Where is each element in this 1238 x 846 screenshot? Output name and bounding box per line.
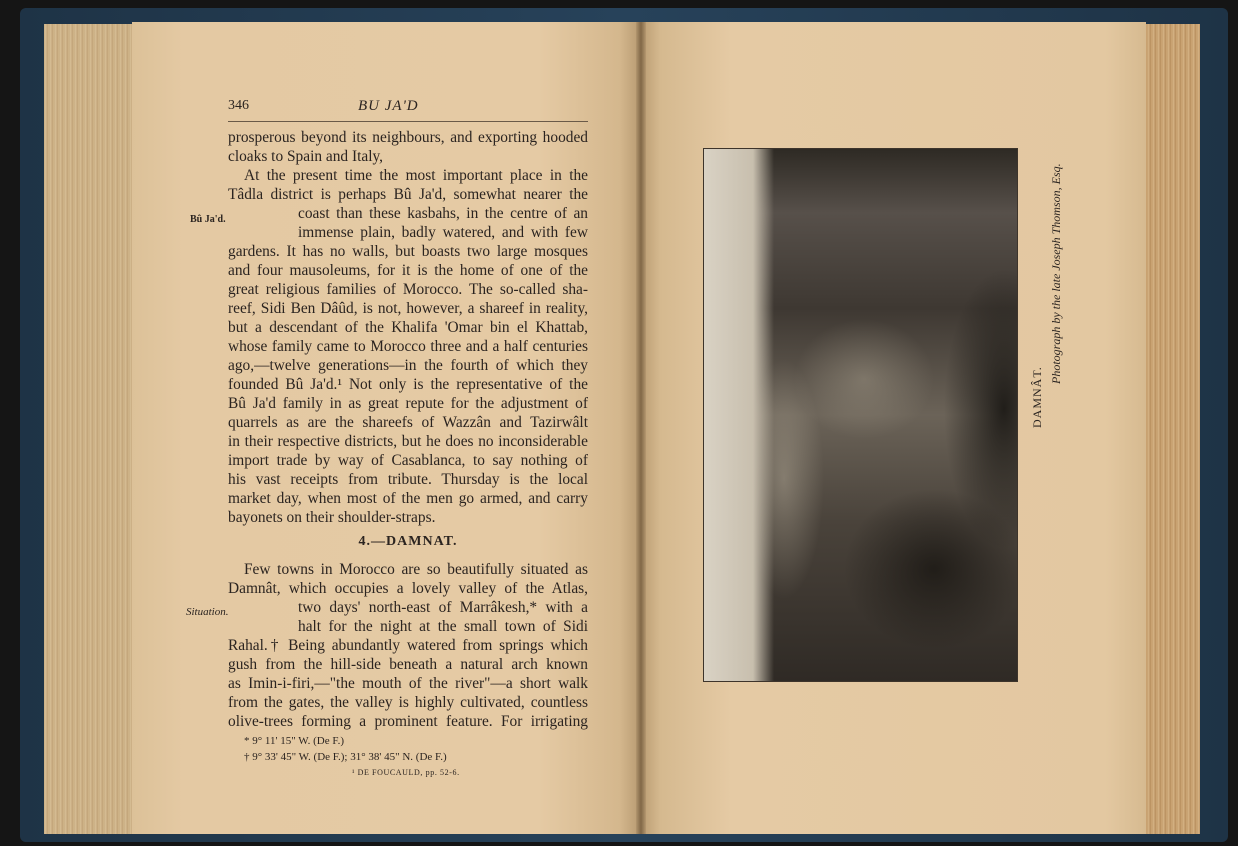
text-line: founded Bû Ja'd.¹ Not only is the representative of the	[228, 376, 588, 393]
text-line: from the gates, the valley is highly cultivated, countless	[228, 694, 588, 711]
text-line: prosperous beyond its neighbours, and exporting hooded	[228, 129, 588, 146]
text-line: Tâdla district is perhaps Bû Ja'd, somewhat nearer the	[228, 186, 588, 203]
text-line: whose family came to Morocco three and a half centuries	[228, 338, 588, 355]
section-heading: 4.—DAMNAT.	[358, 534, 458, 549]
text-line: gardens. It has no walls, but boasts two large mosques	[228, 243, 588, 260]
text-line: but a descendant of the Khalifa 'Omar bin el Khattab,	[228, 319, 588, 336]
text-line: cloaks to Spain and Italy,	[228, 148, 384, 165]
margin-note-bu-jad: Bû Ja'd.	[190, 214, 226, 225]
running-head	[228, 98, 588, 118]
text-line: bayonets on their shoulder-straps.	[228, 509, 436, 526]
text-line: Bû Ja'd family in as great repute for the adjustment of	[228, 395, 588, 412]
text-line: import trade by way of Casablanca, to say nothing of	[228, 452, 588, 469]
plate-caption-credit: Photograph by the late Joseph Thomson, Esq.	[1049, 163, 1063, 384]
photograph-sky	[704, 149, 774, 681]
running-title: BU JA'D	[358, 98, 419, 114]
text-line: great religious families of Morocco. The so-called sha-	[228, 281, 588, 298]
header-rule	[228, 121, 588, 122]
text-line: halt for the night at the small town of Sidi	[298, 618, 588, 635]
text-line: Rahal.† Being abundantly watered from springs which	[228, 637, 588, 654]
text-line: At the present time the most important place in the	[244, 167, 588, 184]
text-line: as Imin-i-firi,—"the mouth of the river"—a short walk	[228, 675, 588, 692]
text-line: immense plain, badly watered, and with few	[298, 224, 588, 241]
text-line: coast than these kasbahs, in the centre of an	[298, 205, 588, 222]
text-line: gush from the hill-side beneath a natural arch known	[228, 656, 588, 673]
text-line: Few towns in Morocco are so beautifully situated as	[244, 561, 588, 578]
text-line: ago,—twelve generations—in the fourth of which they	[228, 357, 588, 374]
text-line: Damnât, which occupies a lovely valley of the Atlas,	[228, 580, 588, 597]
margin-note-situation: Situation.	[186, 606, 229, 618]
text-line: olive-trees forming a prominent feature. For irrigating	[228, 713, 588, 730]
text-line: market day, when most of the men go armed, and carry	[228, 490, 588, 507]
text-line: two days' north-east of Marrâkesh,* with a	[298, 599, 588, 616]
footnote: † 9° 33' 45" W. (De F.); 31° 38' 45" N. (De F.)	[244, 751, 447, 763]
page-number: 346	[228, 98, 249, 113]
plate-caption-title: DAMNÂT.	[1030, 366, 1044, 428]
text-line: reef, Sidi Ben Dâûd, is not, however, a shareef in reality,	[228, 300, 588, 317]
left-page-edges	[44, 24, 136, 834]
text-line: quarrels as are the shareefs of Wazzân and Tazirwâlt	[228, 414, 588, 431]
text-line: his vast receipts from tribute. Thursday is the local	[228, 471, 588, 488]
text-line: and four mausoleums, for it is the home of one of the	[228, 262, 588, 279]
photograph-plate	[703, 148, 1018, 682]
text-line: in their respective districts, but he does no inconsiderable	[228, 433, 588, 450]
footnote: * 9° 11' 15" W. (De F.)	[244, 735, 345, 747]
right-page-edges	[1142, 24, 1200, 834]
book-gutter	[636, 22, 646, 834]
footnote: ¹ DE FOUCAULD, pp. 52-6.	[352, 768, 460, 777]
